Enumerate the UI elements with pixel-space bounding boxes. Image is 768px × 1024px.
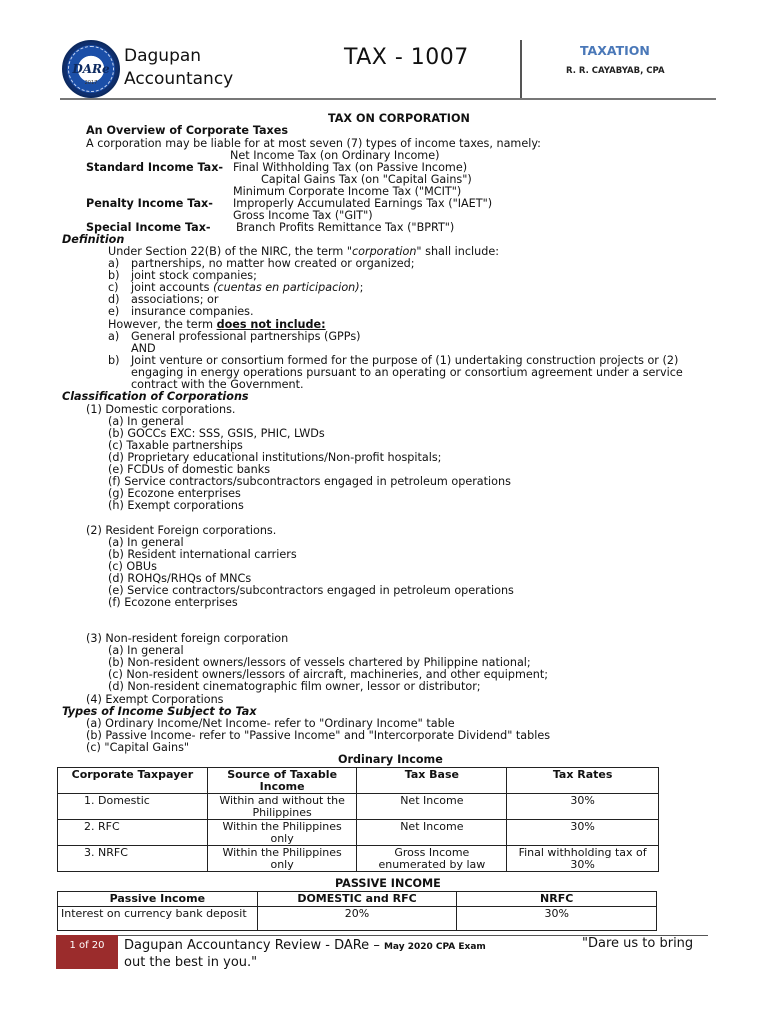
footer-dash: –	[369, 938, 384, 953]
table-cell: Final withholding tax of 30%	[507, 846, 659, 872]
author-name: R. R. CAYABYAB, CPA	[566, 66, 665, 76]
subject-title: TAXATION	[580, 43, 650, 58]
penalty-tax-label: Penalty Income Tax-	[86, 197, 213, 210]
nonresident-item: (b) Non-resident owners/lessors of vessels chartered by Philippine national;	[108, 656, 531, 669]
include-item-d: associations; or	[131, 293, 219, 306]
table-cell: Within the Philippines only	[207, 820, 357, 846]
passive-income-table	[57, 891, 657, 931]
nonresident-heading: (3) Non-resident foreign corporation	[86, 632, 289, 645]
header-divider-horizontal	[60, 98, 716, 100]
table-header-row	[58, 892, 657, 907]
exclude-mark-a: a)	[108, 330, 120, 343]
table-cell: Net Income	[357, 820, 507, 846]
include-item-e: insurance companies.	[131, 305, 254, 318]
include-item-a: partnerships, no matter how created or organized;	[131, 257, 415, 270]
standard-tax-label: Standard Income Tax-	[86, 161, 224, 174]
table-cell: Interest on currency bank deposit	[58, 906, 258, 930]
exempt-heading: (4) Exempt Corporations	[86, 693, 224, 706]
tax-capital-gains: Capital Gains Tax (on "Capital Gains")	[261, 173, 472, 186]
table-cell: Gross Income enumerated by law	[357, 846, 507, 872]
include-item-c-italic: (cuentas en participacion)	[213, 281, 360, 294]
exclude-mark-b: b)	[108, 354, 120, 367]
exclude-item-b-line2: engaging in energy operations pursuant to an operating or consortium agreement under a service	[131, 366, 683, 379]
include-mark-a: a)	[108, 257, 120, 270]
table-cell: 30%	[457, 906, 657, 930]
exclude-term: does not include:	[216, 318, 326, 331]
column-header: Tax Base	[357, 768, 507, 794]
document-title: TAX ON CORPORATION	[328, 112, 470, 125]
tax-git: Gross Income Tax ("GIT")	[233, 209, 373, 222]
logo-year: 2017	[84, 80, 98, 86]
domestic-item: (d) Proprietary educational institutions/Non-profit hospitals;	[108, 451, 442, 464]
classification-heading: Classification of Corporations	[62, 390, 249, 403]
domestic-item: (b) GOCCs EXC: SSS, GSIS, PHIC, LWDs	[108, 427, 325, 440]
resident-heading: (2) Resident Foreign corporations.	[86, 524, 277, 537]
and-word: AND	[131, 342, 156, 355]
table-cell: 30%	[507, 794, 659, 820]
column-header: Source of Taxable Income	[207, 768, 357, 794]
resident-item: (e) Service contractors/subcontractors engaged in petroleum operations	[108, 584, 514, 597]
domestic-item: (f) Service contractors/subcontractors engaged in petroleum operations	[108, 475, 511, 488]
types-income-heading: Types of Income Subject to Tax	[62, 705, 257, 718]
domestic-item: (g) Ecozone enterprises	[108, 487, 241, 500]
tax-bprt: Branch Profits Remittance Tax ("BPRT")	[236, 221, 455, 234]
types-income-item: (b) Passive Income- refer to "Passive Income" and "Intercorporate Dividend" tables	[86, 729, 551, 742]
include-item-c-punct: ;	[359, 281, 364, 294]
special-tax-label: Special Income Tax-	[86, 221, 211, 234]
resident-item: (a) In general	[108, 536, 184, 549]
course-code: TAX - 1007	[344, 45, 469, 70]
overview-heading: An Overview of Corporate Taxes	[86, 124, 289, 137]
include-mark-e: e)	[108, 305, 120, 318]
types-income-item: (a) Ordinary Income/Net Income- refer to "Ordinary Income" table	[86, 717, 455, 730]
nonresident-item: (a) In general	[108, 644, 184, 657]
overview-intro: A corporation may be liable for at most seven (7) types of income taxes, namely:	[86, 137, 541, 150]
table-cell: 1. Domestic	[58, 794, 208, 820]
table-row	[58, 794, 659, 820]
table-cell: 20%	[257, 906, 457, 930]
column-header: Passive Income	[58, 892, 258, 907]
resident-item: (c) OBUs	[108, 560, 157, 573]
tax-net-income: Net Income Tax (on Ordinary Income)	[230, 149, 440, 162]
include-item-b: joint stock companies;	[131, 269, 257, 282]
table-cell: 2. RFC	[58, 820, 208, 846]
exclude-item-b-line3: contract with the Government.	[131, 378, 304, 391]
table-header-row	[58, 768, 659, 794]
definition-intro-post: shall include:	[421, 245, 499, 258]
table-cell: 30%	[507, 820, 659, 846]
footer-tagline-2: out the best in you."	[124, 955, 258, 970]
resident-item: (b) Resident international carriers	[108, 548, 297, 561]
table-cell: Within the Philippines only	[207, 846, 357, 872]
domestic-item: (c) Taxable partnerships	[108, 439, 243, 452]
exclude-intro-pre: However, the term	[108, 318, 217, 331]
domestic-item: (a) In general	[108, 415, 184, 428]
dare-logo	[62, 40, 120, 98]
page-number: 1 of 20	[56, 935, 118, 969]
column-header: NRFC	[457, 892, 657, 907]
passive-table-caption: PASSIVE INCOME	[335, 877, 441, 890]
resident-item: (d) ROHQs/RHQs of MNCs	[108, 572, 252, 585]
tax-final-withholding: Final Withholding Tax (on Passive Income)	[233, 161, 468, 174]
include-item-c-text: joint accounts	[131, 281, 214, 294]
tax-iaet: Improperly Accumulated Earnings Tax ("IAET")	[233, 197, 493, 210]
domestic-item: (h) Exempt corporations	[108, 499, 244, 512]
definition-intro-pre: Under Section 22(B) of the NIRC, the term	[108, 245, 347, 258]
exclude-item-a: General professional partnerships (GPPs)	[131, 330, 361, 343]
brand-line-1: Dagupan	[124, 46, 202, 66]
table-cell: 3. NRFC	[58, 846, 208, 872]
tax-mcit: Minimum Corporate Income Tax ("MCIT")	[233, 185, 462, 198]
ordinary-table-caption: Ordinary Income	[338, 753, 443, 766]
resident-item: (f) Ecozone enterprises	[108, 596, 238, 609]
footer-tagline-1: "Dare us to bring	[582, 936, 694, 951]
brand-line-2: Accountancy	[124, 69, 234, 89]
footer-exam: May 2020 CPA Exam	[383, 942, 486, 952]
column-header: Tax Rates	[507, 768, 659, 794]
exclude-item-b-line1: Joint venture or consortium formed for the purpose of (1) undertaking construction projects or (2)	[131, 354, 679, 367]
logo-text: DARe	[72, 62, 110, 76]
column-header: DOMESTIC and RFC	[257, 892, 457, 907]
header-divider-vertical	[520, 40, 522, 98]
footer-review: Dagupan Accountancy Review - DARe	[124, 938, 370, 953]
definition-term: "corporation"	[346, 245, 422, 258]
nonresident-item: (d) Non-resident cinematographic film owner, lessor or distributor;	[108, 680, 481, 693]
definition-heading: Definition	[62, 233, 125, 246]
include-mark-c: c)	[108, 281, 119, 294]
table-row	[58, 820, 659, 846]
table-row	[58, 906, 657, 930]
table-cell: Net Income	[357, 794, 507, 820]
column-header: Corporate Taxpayer	[58, 768, 208, 794]
nonresident-item: (c) Non-resident owners/lessors of aircraft, machineries, and other equipment;	[108, 668, 548, 681]
types-income-item: (c) "Capital Gains"	[86, 741, 190, 754]
include-mark-b: b)	[108, 269, 120, 282]
table-row	[58, 846, 659, 872]
domestic-heading: (1) Domestic corporations.	[86, 403, 236, 416]
include-mark-d: d)	[108, 293, 120, 306]
domestic-item: (e) FCDUs of domestic banks	[108, 463, 271, 476]
ordinary-income-table	[57, 767, 659, 872]
table-cell: Within and without the Philippines	[207, 794, 357, 820]
